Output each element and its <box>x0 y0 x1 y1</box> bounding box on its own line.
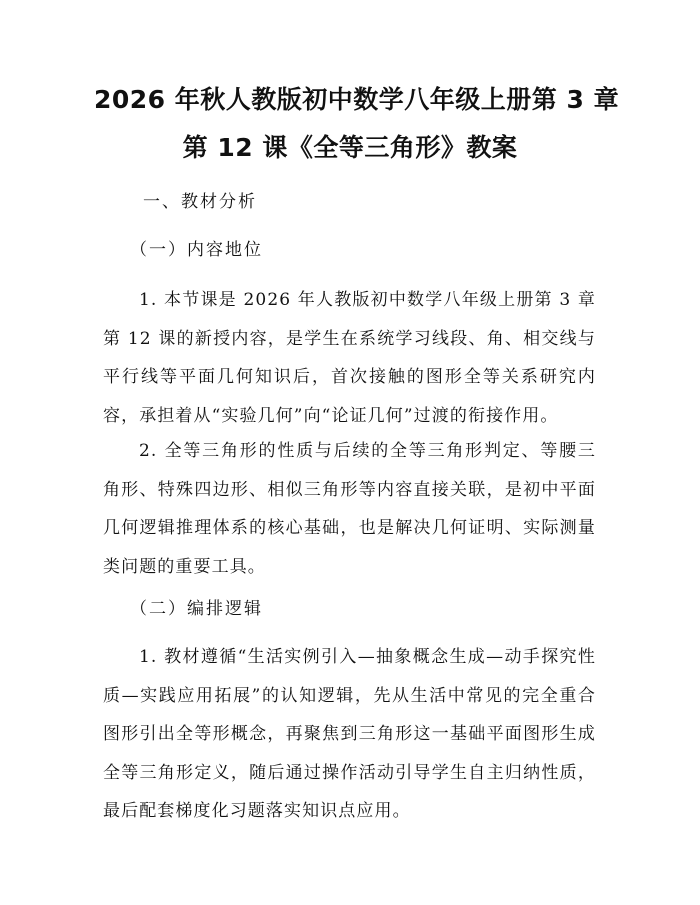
subsection-heading-content-position: （一）内容地位 <box>130 240 263 260</box>
document-title-line-1: 2026 年秋人教版初中数学八年级上册第 3 章 <box>94 85 620 114</box>
section-heading-teaching-material-analysis: 一、教材分析 <box>143 192 257 212</box>
paragraph-content-position-2: 2. 全等三角形的性质与后续的全等三角形判定、等腰三角形、特殊四边形、相似三角形等内容直接关联，是初中平面几何逻辑推理体系的核心基础，也是解决几何证明、实际测量类问题的重要工具。 <box>103 441 596 577</box>
paragraph-content-position-1: 1. 本节课是 2026 年人教版初中数学八年级上册第 3 章第 12 课的新授内容，是学生在系统学习线段、角、相交线与平行线等平面几何知识后，首次接触的图形全等关系研究内容，承担着从“实验几何”向“论证几何”过渡的衔接作用。 <box>103 290 596 426</box>
document-title-line-2: 第 12 课《全等三角形》教案 <box>182 133 518 162</box>
paragraph-arrangement-logic-1: 1. 教材遵循“生活实例引入—抽象概念生成—动手探究性质—实践应用拓展”的认知逻辑，先从生活中常见的完全重合图形引出全等形概念，再聚焦到三角形这一基础平面图形生成全等三角形定义，随后通过操作活动引导学生自主归纳性质，最后配套梯度化习题落实知识点应用。 <box>103 647 596 821</box>
subsection-heading-arrangement-logic: （二）编排逻辑 <box>130 599 263 619</box>
